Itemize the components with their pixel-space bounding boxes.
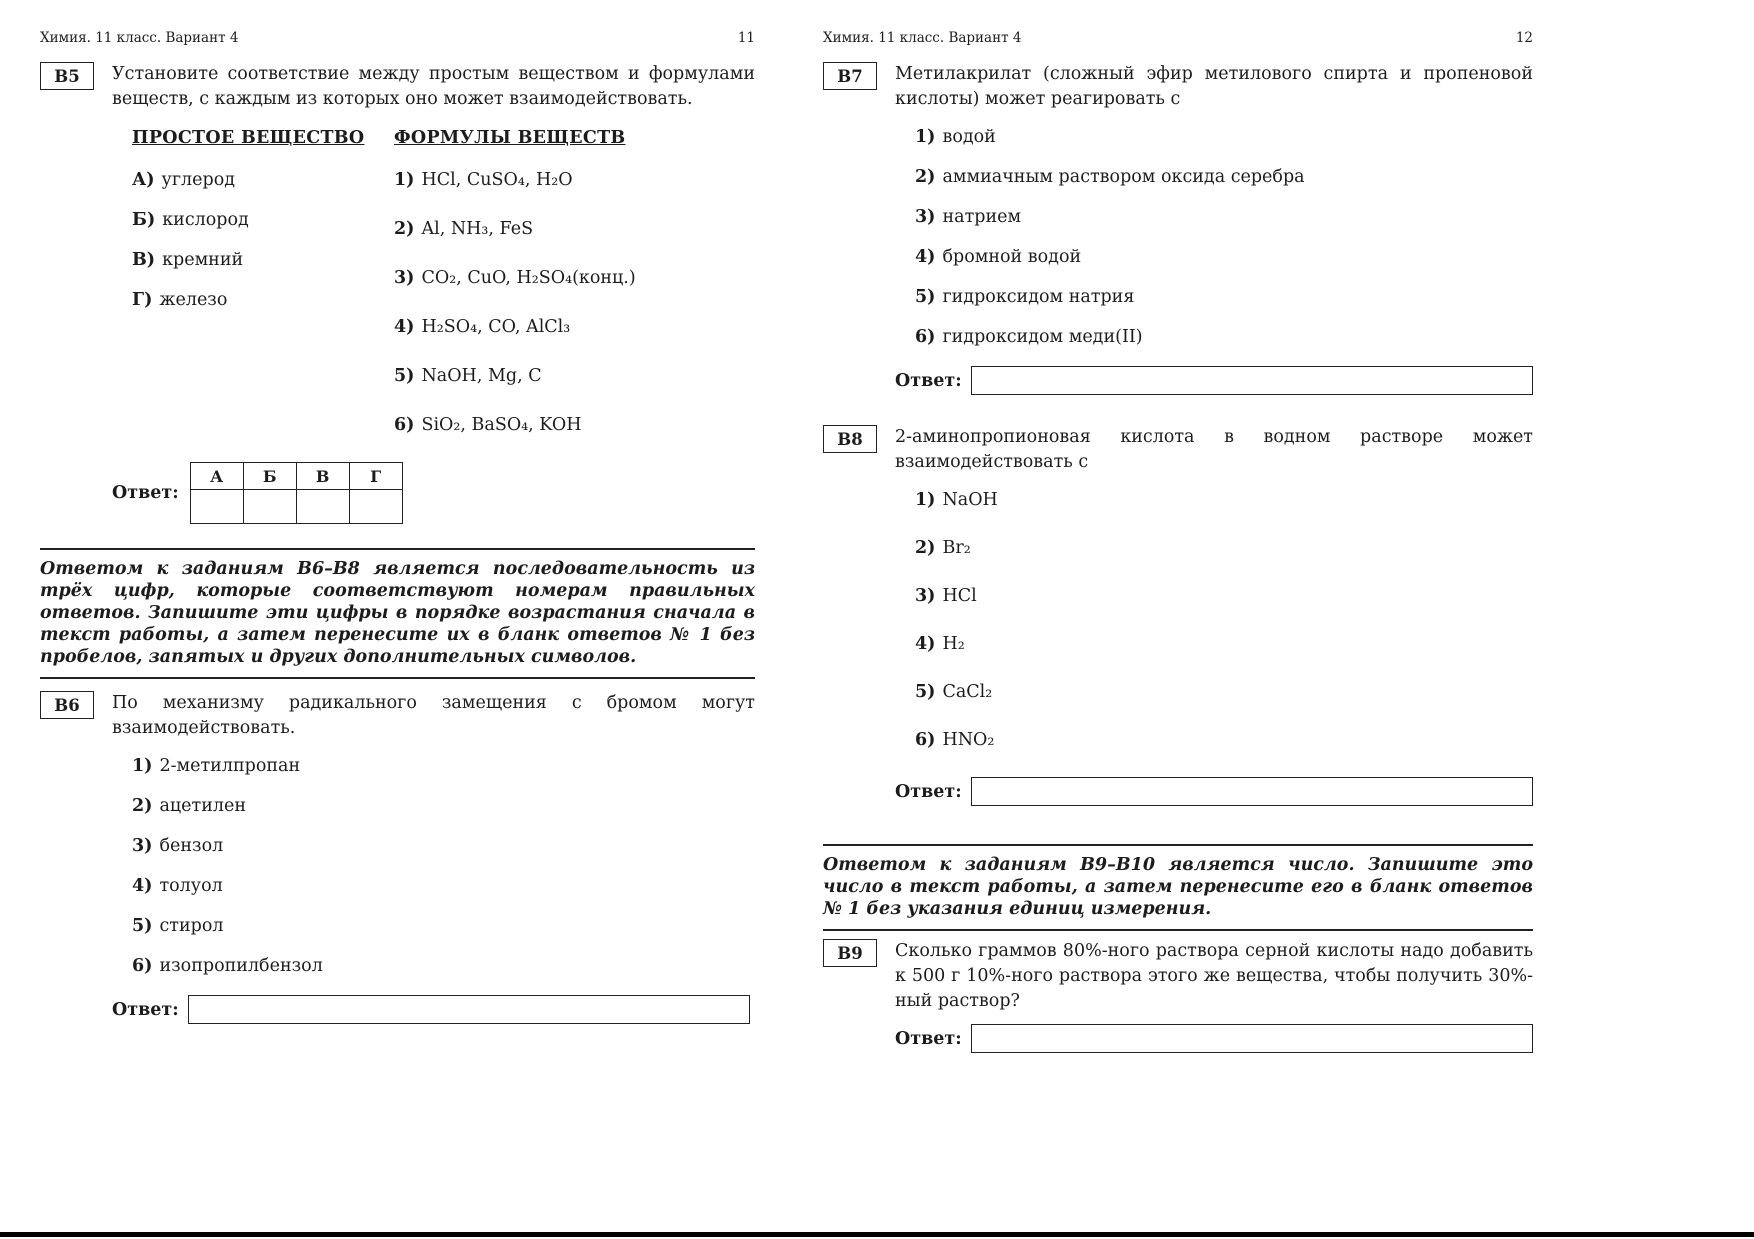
option-text: HCl bbox=[942, 586, 977, 606]
option-number: 3) bbox=[132, 836, 153, 856]
task-b9-body bbox=[895, 939, 1533, 1053]
option-text: толуол bbox=[159, 876, 223, 896]
answer-col-header-g: Г bbox=[349, 463, 402, 490]
page-right bbox=[823, 30, 1533, 1053]
option-text: бромной водой bbox=[942, 247, 1082, 267]
task-b7-text: Метилакрилат (сложный эфир метилового спирта и пропеновой кислоты) может реагировать с bbox=[895, 64, 1533, 109]
option-text: водой bbox=[942, 127, 996, 147]
b7-options bbox=[915, 126, 1533, 349]
option-number: 6) bbox=[915, 730, 936, 750]
option-number: 2) bbox=[132, 796, 153, 816]
option-number: 6) bbox=[915, 327, 936, 347]
substance-item bbox=[132, 208, 394, 233]
option-text: стирол bbox=[159, 916, 224, 936]
option-number: 5) bbox=[915, 682, 936, 702]
option bbox=[915, 326, 1533, 349]
task-b6-body bbox=[112, 691, 755, 1024]
substance-item bbox=[132, 288, 394, 313]
task-b8-number-badge: В8 bbox=[823, 425, 877, 453]
page-number: 11 bbox=[737, 30, 755, 46]
option bbox=[915, 537, 1533, 560]
option bbox=[915, 489, 1533, 512]
option-number: 3) bbox=[915, 207, 936, 227]
option bbox=[132, 835, 755, 858]
item-text: Al, NH₃, FeS bbox=[421, 219, 534, 239]
task-b5-body bbox=[112, 62, 755, 524]
b5-answer-cell-v[interactable] bbox=[296, 490, 349, 524]
b6-answer-row bbox=[112, 995, 755, 1024]
option bbox=[915, 585, 1533, 608]
b5-substances-header: ПРОСТОЕ ВЕЩЕСТВО bbox=[132, 128, 365, 148]
option-number: 4) bbox=[915, 634, 936, 654]
task-b9-number-badge: В9 bbox=[823, 939, 877, 967]
header-title: Химия. 11 класс. Вариант 4 bbox=[823, 30, 1022, 46]
task-b5-text: Установите соответствие между простым веществом и формулами веществ, с каждым из которых оно может взаимодействовать. bbox=[112, 64, 755, 109]
formula-item bbox=[394, 266, 755, 291]
task-b9 bbox=[823, 939, 1533, 1053]
option-text: ацетилен bbox=[159, 796, 246, 816]
task-b5-number-badge: В5 bbox=[40, 62, 94, 90]
b8-answer-row bbox=[895, 777, 1533, 806]
option-text: NaOH bbox=[942, 490, 998, 510]
option-text: гидроксидом натрия bbox=[942, 287, 1135, 307]
b5-formulas-column bbox=[394, 128, 755, 462]
option bbox=[132, 955, 755, 978]
option bbox=[915, 246, 1533, 269]
option-text: H₂ bbox=[942, 634, 965, 654]
instruction-b6-b8: Ответом к заданиям В6–В8 является последовательность из трёх цифр, которые соответствуют номерам правильных ответов. Запишите эти цифры в порядке возрастания сначала в текст работы, а затем перенесите их в бланк ответов № 1 без пробелов, запятых и других дополнительных символов. bbox=[40, 548, 755, 679]
option-number: 1) bbox=[132, 756, 153, 776]
task-b6 bbox=[40, 691, 755, 1024]
b6-options bbox=[132, 755, 755, 978]
option-text: HNO₂ bbox=[942, 730, 995, 750]
b9-answer-row bbox=[895, 1024, 1533, 1053]
option bbox=[915, 729, 1533, 752]
formula-item bbox=[394, 413, 755, 438]
option-number: 2) bbox=[915, 167, 936, 187]
b5-answer-cell-g[interactable] bbox=[349, 490, 402, 524]
b7-answer-box[interactable] bbox=[971, 366, 1533, 395]
answer-col-header-b: Б bbox=[243, 463, 296, 490]
option-text: аммиачным раствором оксида серебра bbox=[942, 167, 1305, 187]
answer-label: Ответ: bbox=[895, 370, 962, 391]
item-text: NaOH, Mg, C bbox=[421, 366, 542, 386]
answer-label: Ответ: bbox=[895, 781, 962, 802]
task-b8-text: 2-аминопропионовая кислота в водном растворе может взаимодействовать с bbox=[895, 427, 1533, 472]
option-text: натрием bbox=[942, 207, 1022, 227]
option-text: 2-метилпропан bbox=[159, 756, 301, 776]
item-key: Б) bbox=[132, 210, 156, 230]
b5-answer-table-input-row bbox=[190, 490, 402, 524]
answer-col-header-a: А bbox=[190, 463, 243, 490]
option-number: 3) bbox=[915, 586, 936, 606]
option bbox=[915, 126, 1533, 149]
option-number: 5) bbox=[132, 916, 153, 936]
instruction-b9-b10: Ответом к заданиям В9–В10 является число. Запишите это число в текст работы, а затем перенесите его в бланк ответов № 1 без указания единиц измерения. bbox=[823, 844, 1533, 931]
task-b7-number-badge: В7 bbox=[823, 62, 877, 90]
option-number: 5) bbox=[915, 287, 936, 307]
page-number: 12 bbox=[1515, 30, 1533, 46]
item-key: 5) bbox=[394, 366, 415, 386]
b5-formulas-header: ФОРМУЛЫ ВЕЩЕСТВ bbox=[394, 128, 626, 148]
task-b8-body bbox=[895, 425, 1533, 806]
b5-answer-table bbox=[190, 462, 403, 524]
b8-answer-box[interactable] bbox=[971, 777, 1533, 806]
option-number: 4) bbox=[132, 876, 153, 896]
b5-answer-cell-b[interactable] bbox=[243, 490, 296, 524]
item-key: 1) bbox=[394, 170, 415, 190]
item-text: SiO₂, BaSO₄, KOH bbox=[421, 415, 582, 435]
b5-answer-table-header-row bbox=[190, 463, 402, 490]
b5-answer-cell-a[interactable] bbox=[190, 490, 243, 524]
task-b6-number-badge: В6 bbox=[40, 691, 94, 719]
formula-item bbox=[394, 364, 755, 389]
option bbox=[915, 681, 1533, 704]
page-header bbox=[823, 30, 1533, 46]
page-left bbox=[40, 30, 755, 1024]
item-text: CO₂, CuO, H₂SO₄(конц.) bbox=[421, 268, 636, 288]
scan-edge-artifact bbox=[0, 1232, 1754, 1237]
option bbox=[132, 915, 755, 938]
item-text: углерод bbox=[161, 170, 235, 190]
b6-answer-box[interactable] bbox=[188, 995, 750, 1024]
page-header bbox=[40, 30, 755, 46]
item-text: кислород bbox=[162, 210, 249, 230]
option bbox=[915, 633, 1533, 656]
b9-answer-box[interactable] bbox=[971, 1024, 1533, 1053]
b5-answer-row bbox=[112, 462, 755, 524]
item-key: А) bbox=[132, 170, 155, 190]
option-text: гидроксидом меди(II) bbox=[942, 327, 1143, 347]
item-text: кремний bbox=[162, 250, 244, 270]
option-text: CaCl₂ bbox=[942, 682, 993, 702]
option-number: 4) bbox=[915, 247, 936, 267]
answer-label: Ответ: bbox=[112, 483, 179, 503]
item-key: 3) bbox=[394, 268, 415, 288]
b5-matching-columns bbox=[132, 128, 755, 462]
option bbox=[132, 795, 755, 818]
substance-item bbox=[132, 168, 394, 193]
option-number: 1) bbox=[915, 490, 936, 510]
task-b9-text: Сколько граммов 80%-ного раствора серной кислоты надо добавить к 500 г 10%-ного раствора этого же вещества, чтобы получить 30%-ный раствор? bbox=[895, 941, 1533, 1011]
option-number: 6) bbox=[132, 956, 153, 976]
task-b7 bbox=[823, 62, 1533, 395]
answer-label: Ответ: bbox=[112, 999, 179, 1020]
b7-answer-row bbox=[895, 366, 1533, 395]
item-key: 4) bbox=[394, 317, 415, 337]
option bbox=[915, 166, 1533, 189]
formula-item bbox=[394, 217, 755, 242]
item-text: H₂SO₄, CO, AlCl₃ bbox=[421, 317, 571, 337]
substance-item bbox=[132, 248, 394, 273]
formula-item bbox=[394, 315, 755, 340]
formula-item bbox=[394, 168, 755, 193]
task-b6-text: По механизму радикального замещения с бромом могут взаимодействовать. bbox=[112, 693, 755, 738]
answer-label: Ответ: bbox=[895, 1028, 962, 1049]
task-b7-body bbox=[895, 62, 1533, 395]
b5-substances-column bbox=[132, 128, 394, 462]
option-text: Br₂ bbox=[942, 538, 971, 558]
option-text: бензол bbox=[159, 836, 224, 856]
b8-options bbox=[915, 489, 1533, 752]
item-key: В) bbox=[132, 250, 156, 270]
task-b8 bbox=[823, 425, 1533, 806]
option bbox=[915, 286, 1533, 309]
task-b5 bbox=[40, 62, 755, 524]
option-text: изопропилбензол bbox=[159, 956, 323, 976]
header-title: Химия. 11 класс. Вариант 4 bbox=[40, 30, 239, 46]
option bbox=[132, 875, 755, 898]
item-text: HCl, CuSO₄, H₂O bbox=[421, 170, 573, 190]
item-key: 2) bbox=[394, 219, 415, 239]
item-key: 6) bbox=[394, 415, 415, 435]
option-number: 1) bbox=[915, 127, 936, 147]
option bbox=[132, 755, 755, 778]
answer-col-header-v: В bbox=[296, 463, 349, 490]
item-text: железо bbox=[159, 290, 228, 310]
option-number: 2) bbox=[915, 538, 936, 558]
item-key: Г) bbox=[132, 290, 153, 310]
option bbox=[915, 206, 1533, 229]
